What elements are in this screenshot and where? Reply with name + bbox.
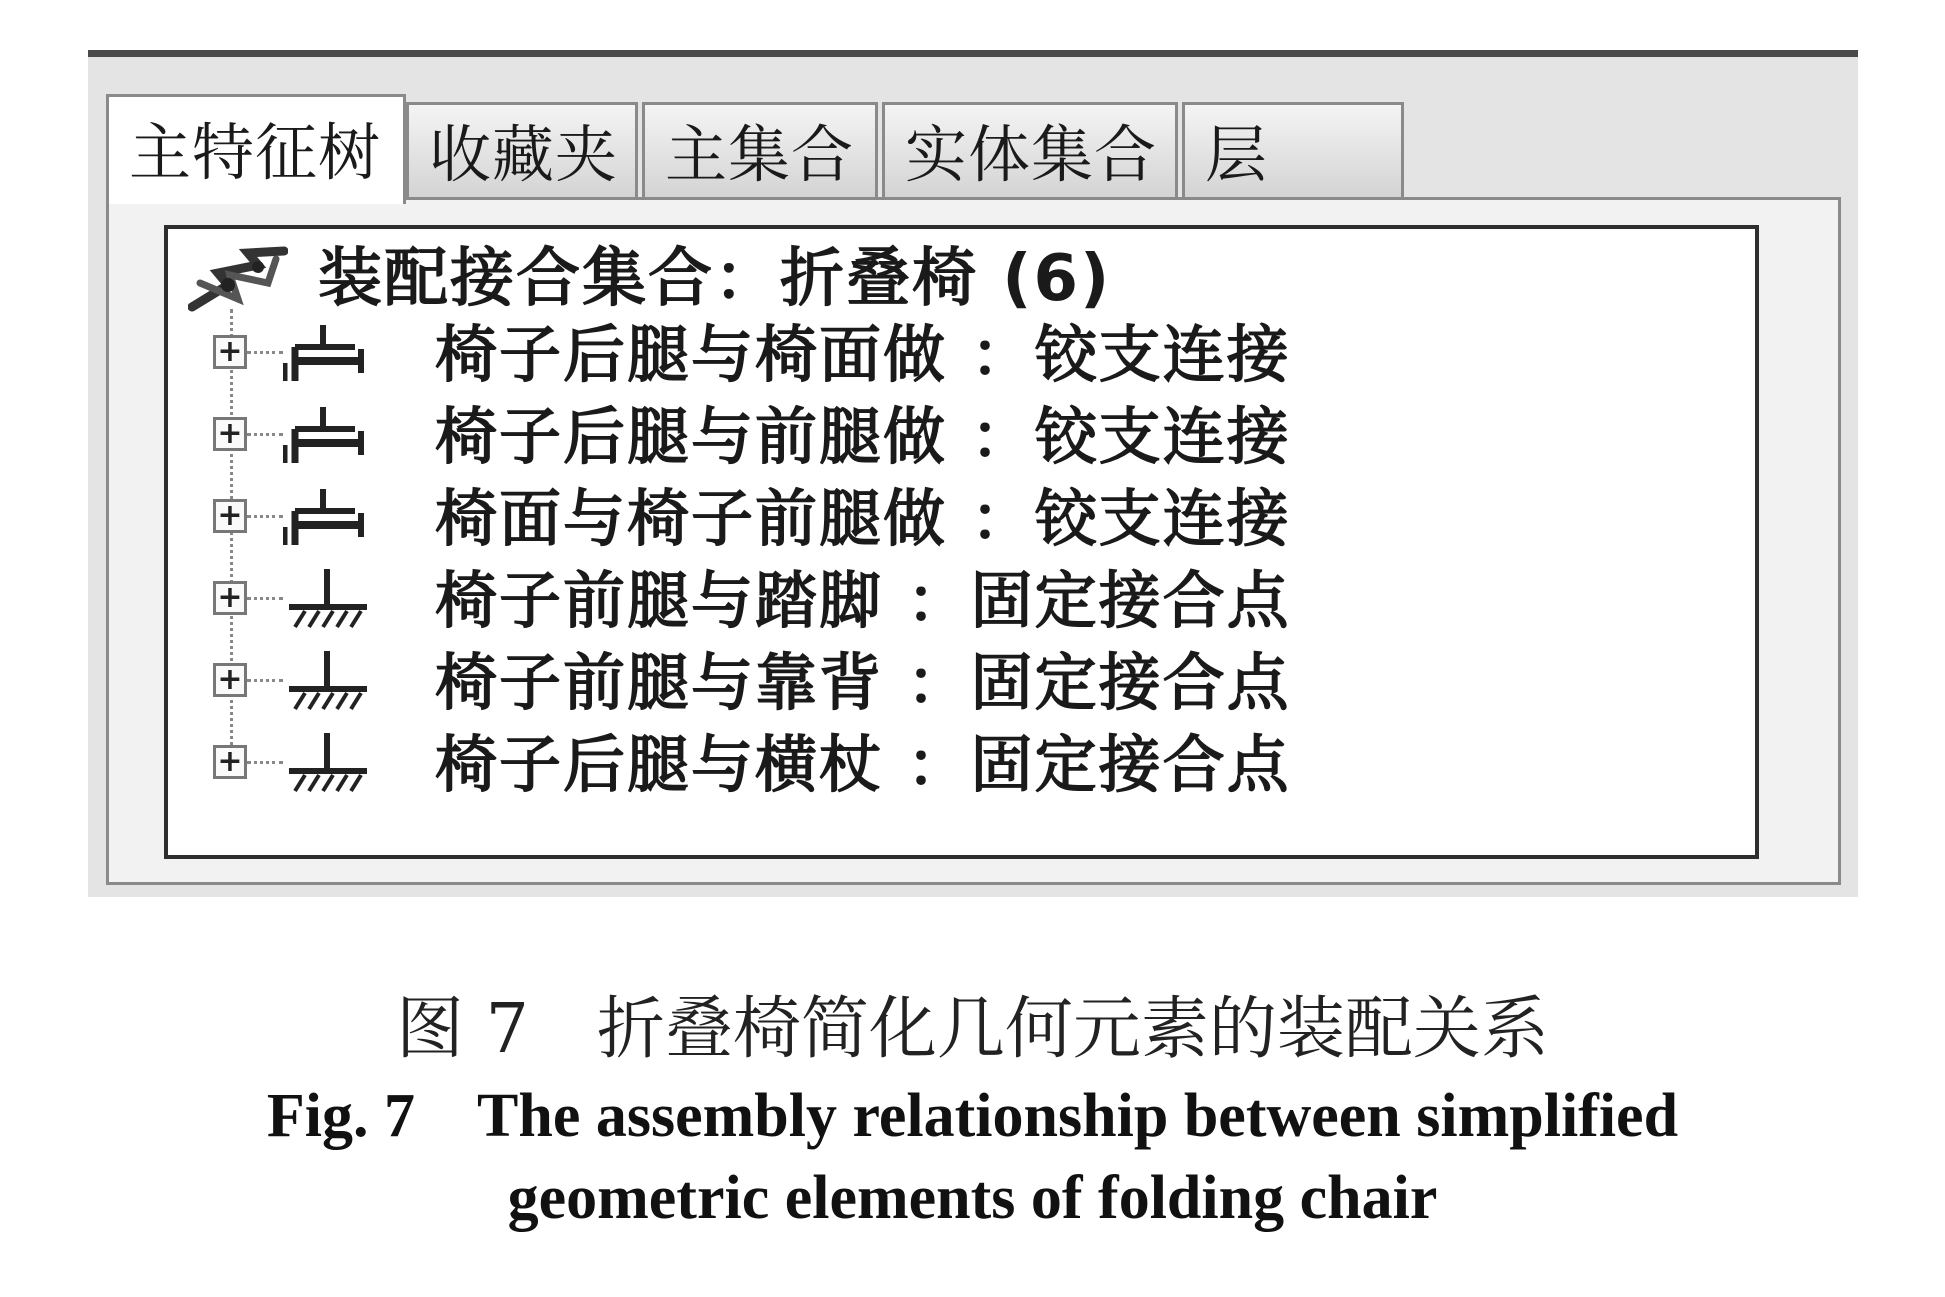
fixed-joint-icon <box>283 731 369 795</box>
caption-en-line-2: geometric elements of folding chair <box>507 1164 1438 1232</box>
figure-caption-chinese: 图 7 折叠椅简化几何元素的装配关系 <box>396 990 1549 1069</box>
expand-toggle-icon[interactable]: + <box>213 335 247 369</box>
tree-root-label: 装配接合集合：折叠椅 (6) <box>318 242 1112 316</box>
caption-en-line-1: Fig. 7 The assembly relationship between simplified <box>266 1082 1679 1150</box>
tab-main-feature-tree[interactable]: 主特征树 <box>106 94 406 204</box>
tree-item[interactable] <box>213 319 1713 391</box>
hinge-joint-icon <box>283 485 369 549</box>
tree-item-label: 椅子后腿与横杖 ：固定接合点 <box>435 728 1291 801</box>
tree-branch-line <box>247 515 283 518</box>
tab-body-sets[interactable]: 实体集合 <box>882 102 1178 202</box>
tree-item[interactable] <box>213 483 1713 555</box>
tab-content <box>106 197 1841 885</box>
tree-branch-line <box>247 433 283 436</box>
tree-view[interactable] <box>164 225 1759 859</box>
fixed-joint-icon <box>283 567 369 631</box>
feature-tree-panel <box>88 50 1858 897</box>
tree-item-label: 椅子后腿与椅面做 ：铰支连接 <box>435 318 1291 391</box>
tree-branch-line <box>247 761 283 764</box>
tree-item-label: 椅面与椅子前腿做 ：铰支连接 <box>435 482 1291 555</box>
figure-caption-english <box>0 1075 1945 1239</box>
expand-toggle-icon[interactable]: + <box>213 663 247 697</box>
tree-item[interactable] <box>213 729 1713 801</box>
tree-branch-line <box>247 679 283 682</box>
expand-toggle-icon[interactable]: + <box>213 499 247 533</box>
tree-branch-line <box>247 597 283 600</box>
tree-item[interactable] <box>213 647 1713 719</box>
assembly-joints-icon <box>188 245 288 315</box>
tab-favorites[interactable]: 收藏夹 <box>406 102 638 202</box>
tree-item-label: 椅子后腿与前腿做 ：铰支连接 <box>435 400 1291 473</box>
tree-item-label: 椅子前腿与踏脚 ：固定接合点 <box>435 564 1291 637</box>
expand-toggle-icon[interactable]: + <box>213 417 247 451</box>
tree-item-label: 椅子前腿与靠背 ：固定接合点 <box>435 646 1291 719</box>
fixed-joint-icon <box>283 649 369 713</box>
expand-toggle-icon[interactable]: + <box>213 745 247 779</box>
tree-item[interactable] <box>213 401 1713 473</box>
tree-branch-line <box>247 351 283 354</box>
tab-main-sets[interactable]: 主集合 <box>642 102 878 202</box>
hinge-joint-icon <box>283 403 369 467</box>
expand-toggle-icon[interactable]: + <box>213 581 247 615</box>
tab-layers[interactable]: 层 <box>1182 102 1404 202</box>
tree-item[interactable] <box>213 565 1713 637</box>
hinge-joint-icon <box>283 321 369 385</box>
tab-bar <box>106 102 1806 207</box>
